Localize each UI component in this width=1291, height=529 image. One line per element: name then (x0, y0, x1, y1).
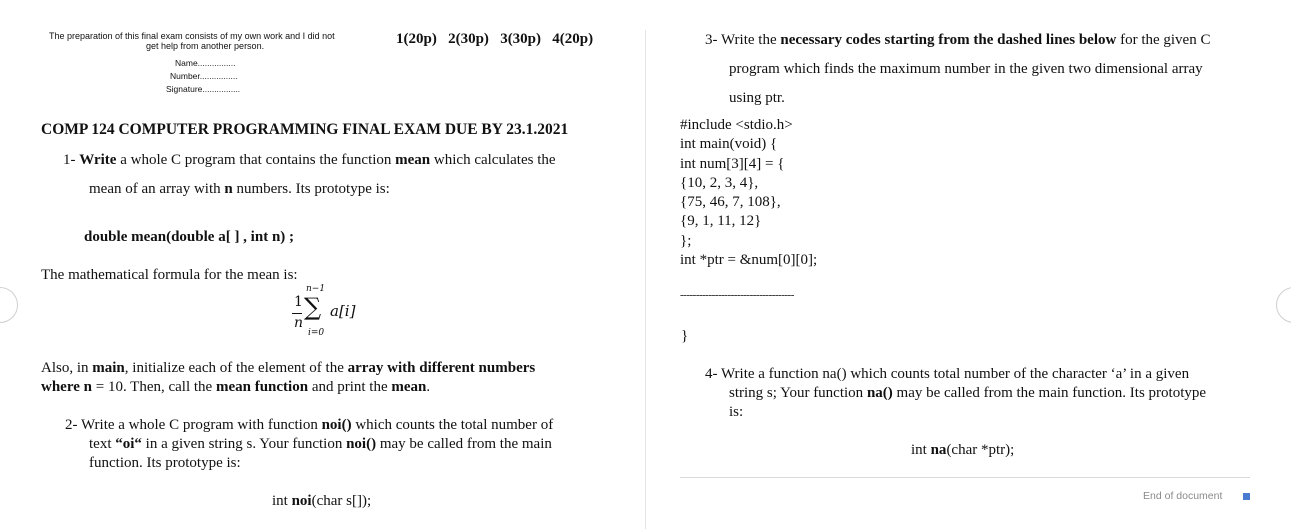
code-line: }; (680, 232, 692, 249)
q2-line1: 2- Write a whole C program with function noi() which counts the total number of (65, 417, 554, 433)
q4-prototype: int na(char *ptr); (911, 442, 1015, 458)
q1-line2: mean of an array with n numbers. Its prototype is: (89, 181, 390, 197)
q3-closing-brace: } (681, 328, 689, 344)
q3-line1: 3- Write the necessary codes starting from the dashed lines below for the given C (705, 32, 1211, 48)
q3-dashed-line: ------------------------------------ (680, 289, 794, 301)
mean-formula: 1 n n−1 ∑ i=0 a[i] (294, 284, 356, 338)
next-page-button[interactable] (1276, 287, 1291, 323)
points-q1: 1(20p) (396, 31, 437, 47)
name-field: Name................ (175, 58, 236, 68)
q4-line2: string s; Your function na() may be called from the main function. Its prototype (729, 385, 1207, 401)
q4-line3: is: (729, 404, 744, 420)
q1-formula-intro: The mathematical formula for the mean is: (41, 267, 298, 283)
number-field: Number................ (170, 71, 238, 81)
code-line: {9, 1, 11, 12} (680, 213, 762, 230)
q1-line1: 1- Write a whole C program that contains the function mean which calculates the (63, 152, 556, 168)
points-q4: 4(20p) (552, 31, 594, 47)
q1-prototype: double mean(double a[ ] , int n) ; (84, 229, 295, 245)
exam-title: COMP 124 COMPUTER PROGRAMMING FINAL EXAM DUE BY 23.1.2021 (41, 121, 569, 138)
code-line: int num[3][4] = { (680, 155, 785, 172)
previous-page-button[interactable] (0, 287, 18, 323)
end-divider (680, 477, 1250, 478)
code-line: {75, 46, 7, 108}, (680, 194, 781, 211)
q3-line3: using ptr. (729, 90, 785, 106)
points-q3: 3(30p) (500, 31, 542, 47)
end-marker-icon (1243, 493, 1250, 500)
q3-line2: program which finds the maximum number in the given two dimensional array (729, 61, 1203, 77)
code-line: {10, 2, 3, 4}, (680, 174, 759, 191)
declaration-text: The preparation of this final exam consists of my own work and I did not get help from another person. (49, 31, 335, 51)
points-q2: 2(30p) (448, 31, 489, 47)
q3-code-block (680, 116, 817, 270)
end-of-document-label: End of document (1143, 490, 1223, 502)
q2-line2: text “oi“ in a given string s. Your function noi() may be called from the main (89, 436, 552, 452)
q4-line1: 4- Write a function na() which counts total number of the character ‘a’ in a given (705, 366, 1190, 382)
points-table (396, 31, 593, 48)
q2-line3: function. Its prototype is: (89, 455, 241, 471)
q2-prototype: int noi(char s[]); (272, 493, 372, 509)
code-line: #include <stdio.h> (680, 117, 793, 133)
code-line: int *ptr = &num[0][0]; (680, 252, 818, 269)
student-info-fields (166, 57, 241, 96)
signature-field: Signature................ (166, 84, 241, 94)
code-line: int main(void) { (680, 136, 778, 153)
q1-also-line2: where n = 10. Then, call the mean function and print the mean. (41, 379, 431, 395)
page-divider (645, 30, 646, 529)
q1-also-line1: Also, in main, initialize each of the element of the array with different numbers (41, 360, 536, 376)
